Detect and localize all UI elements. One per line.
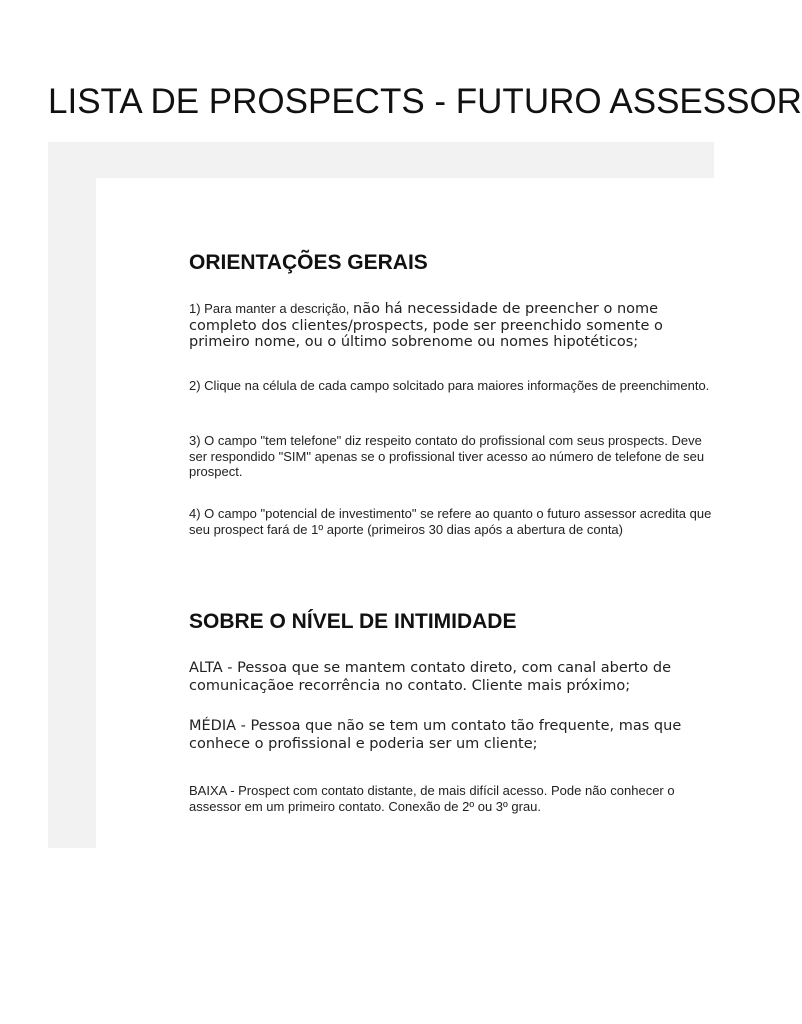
instruction-2: 2) Clique na célula de cada campo solcitado para maiores informações de preenchimento. <box>189 378 710 393</box>
page-title: LISTA DE PROSPECTS - FUTURO ASSESSOR <box>48 82 802 121</box>
section-heading-general: ORIENTAÇÕES GERAIS <box>189 251 428 274</box>
instruction-3: 3) O campo "tem telefone" diz respeito contato do profissional com seus prospects. Deve ser respondido "SIM" apenas se o profissional tiver acesso ao número de telefone de seu prospect. <box>189 433 705 479</box>
instruction-1 <box>189 301 714 351</box>
instruction-1-rest: não há necessidade de preencher o nome completo dos clientes/prospects, pode ser preenchido somente o primeiro nome, ou o último sobrenome ou nomes hipotéticos; <box>189 301 663 350</box>
instruction-1-prefix: 1) Para manter a descrição, <box>189 301 354 316</box>
instruction-4: 4) O campo "potencial de investimento" se refere ao quanto o futuro assessor acredita que seu prospect fará de 1º aporte (primeiros 30 dias após a abertura de conta) <box>189 506 712 537</box>
intimacy-baixa: BAIXA - Prospect com contato distante, de mais difícil acesso. Pode não conhecer o assessor em um primeiro contato. Conexão de 2º ou 3º grau. <box>189 783 675 814</box>
intimacy-alta: ALTA - Pessoa que se mantem contato direto, com canal aberto de comunicaçãoe recorrência no contato. Cliente mais próximo; <box>189 660 672 694</box>
intimacy-media: MÉDIA - Pessoa que não se tem um contato tão frequente, mas que conhece o profissional e poderia ser um cliente; <box>189 718 682 752</box>
section-heading-intimacy: SOBRE O NÍVEL DE INTIMIDADE <box>189 610 517 633</box>
